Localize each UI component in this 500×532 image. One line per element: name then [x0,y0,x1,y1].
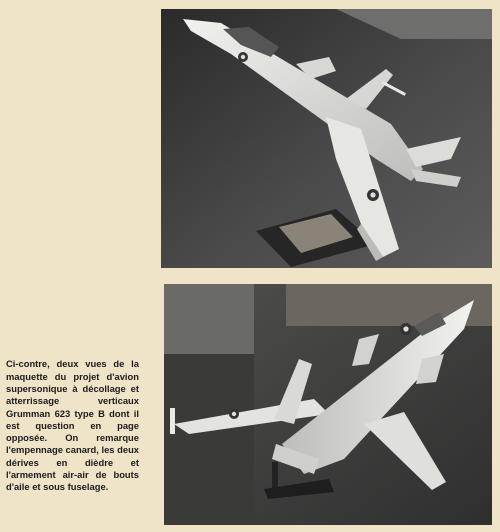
aircraft-model-illustration-top [161,9,492,268]
aircraft-model-photo-top [161,9,492,268]
aircraft-model-illustration-bottom [164,284,492,525]
photo-caption: Ci-contre, deux vues de la maquette du projet d'avion supersonique à décollage et atterrissage verticaux Grumman 623 type B dont il est question en page opposée. On remarque l'empennage canard, les deux dérives en dièdre et l'armement air-air de bouts d'aile et sous fuselage. [6,358,140,493]
aircraft-model-photo-bottom [164,284,492,525]
